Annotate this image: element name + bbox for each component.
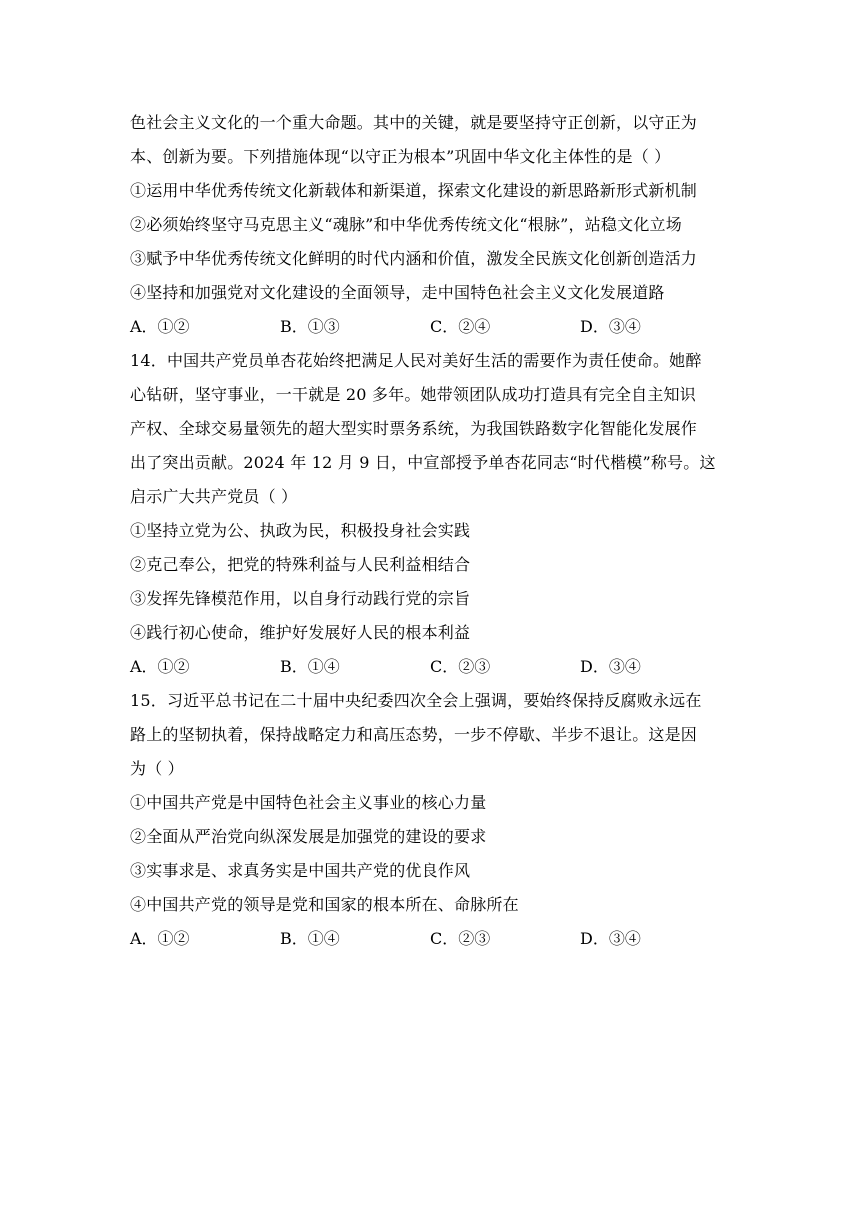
q15-option-d: D．③④: [580, 929, 641, 948]
question-15: [130, 684, 740, 956]
question-14: [130, 344, 740, 684]
exam-page: [130, 106, 740, 956]
q15-choice-4: ④中国共产党的领导是党和国家的根本所在、命脉所在: [130, 895, 519, 914]
q15-stem-line-2: 路上的坚韧执着，保持战略定力和高压态势，一步不停歇、半步不退让。这是因: [130, 725, 698, 744]
q15-choice-1: ①中国共产党是中国特色社会主义事业的核心力量: [130, 793, 487, 812]
q14-option-a: A．①②: [130, 657, 190, 676]
q14-stem-line-1: 14．中国共产党员单杏花始终把满足人民对美好生活的需要作为责任使命。她醉: [130, 351, 702, 370]
q13-choice-3: ③赋予中华优秀传统文化鲜明的时代内涵和价值，激发全民族文化创新创造活力: [130, 249, 698, 268]
q14-stem-line-3: 产权、全球交易量领先的超大型实时票务系统，为我国铁路数字化智能化发展作: [130, 419, 698, 438]
q14-choice-3: ③发挥先锋模范作用，以自身行动践行党的宗旨: [130, 589, 471, 608]
q13-line-1: 色社会主义文化的一个重大命题。其中的关键，就是要坚持守正创新，以守正为: [130, 113, 698, 132]
q15-choice-2: ②全面从严治党向纵深发展是加强党的建设的要求: [130, 827, 487, 846]
q14-choice-4: ④践行初心使命，维护好发展好人民的根本利益: [130, 623, 471, 642]
q14-stem-line-4: 出了突出贡献。2024 年 12 月 9 日，中宣部授予单杏花同志“时代楷模”称号。这: [130, 453, 716, 472]
q13-option-c: C．②④: [430, 317, 491, 336]
q14-stem-line-5: 启示广大共产党员（ ）: [130, 487, 298, 506]
q14-choice-1: ①坚持立党为公、执政为民，积极投身社会实践: [130, 521, 471, 540]
q14-option-b: B．①④: [280, 657, 340, 676]
q15-options: [130, 922, 740, 956]
q15-option-b: B．①④: [280, 929, 340, 948]
q15-stem-line-1: 15．习近平总书记在二十届中央纪委四次全会上强调，要始终保持反腐败永远在: [130, 691, 702, 710]
q14-option-c: C．②③: [430, 657, 491, 676]
q15-option-c: C．②③: [430, 929, 491, 948]
q13-option-a: A．①②: [130, 317, 190, 336]
q13-option-b: B．①③: [280, 317, 340, 336]
q13-choice-2: ②必须始终坚守马克思主义“魂脉”和中华优秀传统文化“根脉”，站稳文化立场: [130, 215, 682, 234]
question-13-continued: [130, 106, 740, 344]
q13-line-2: 本、创新为要。下列措施体现“以守正为根本”巩固中华文化主体性的是（ ）: [130, 147, 671, 166]
q14-stem-line-2: 心钻研，坚守事业，一干就是 20 多年。她带领团队成功打造具有完全自主知识: [130, 385, 696, 404]
q15-choice-3: ③实事求是、求真务实是中国共产党的优良作风: [130, 861, 471, 880]
q15-stem-line-3: 为（ ）: [130, 759, 184, 778]
q13-choice-1: ①运用中华优秀传统文化新载体和新渠道，探索文化建设的新思路新形式新机制: [130, 181, 698, 200]
q13-options: [130, 310, 740, 344]
q13-option-d: D．③④: [580, 317, 641, 336]
q14-option-d: D．③④: [580, 657, 641, 676]
q15-option-a: A．①②: [130, 929, 190, 948]
q13-choice-4: ④坚持和加强党对文化建设的全面领导，走中国特色社会主义文化发展道路: [130, 283, 665, 302]
q14-choice-2: ②克己奉公，把党的特殊利益与人民利益相结合: [130, 555, 471, 574]
q14-options: [130, 650, 740, 684]
